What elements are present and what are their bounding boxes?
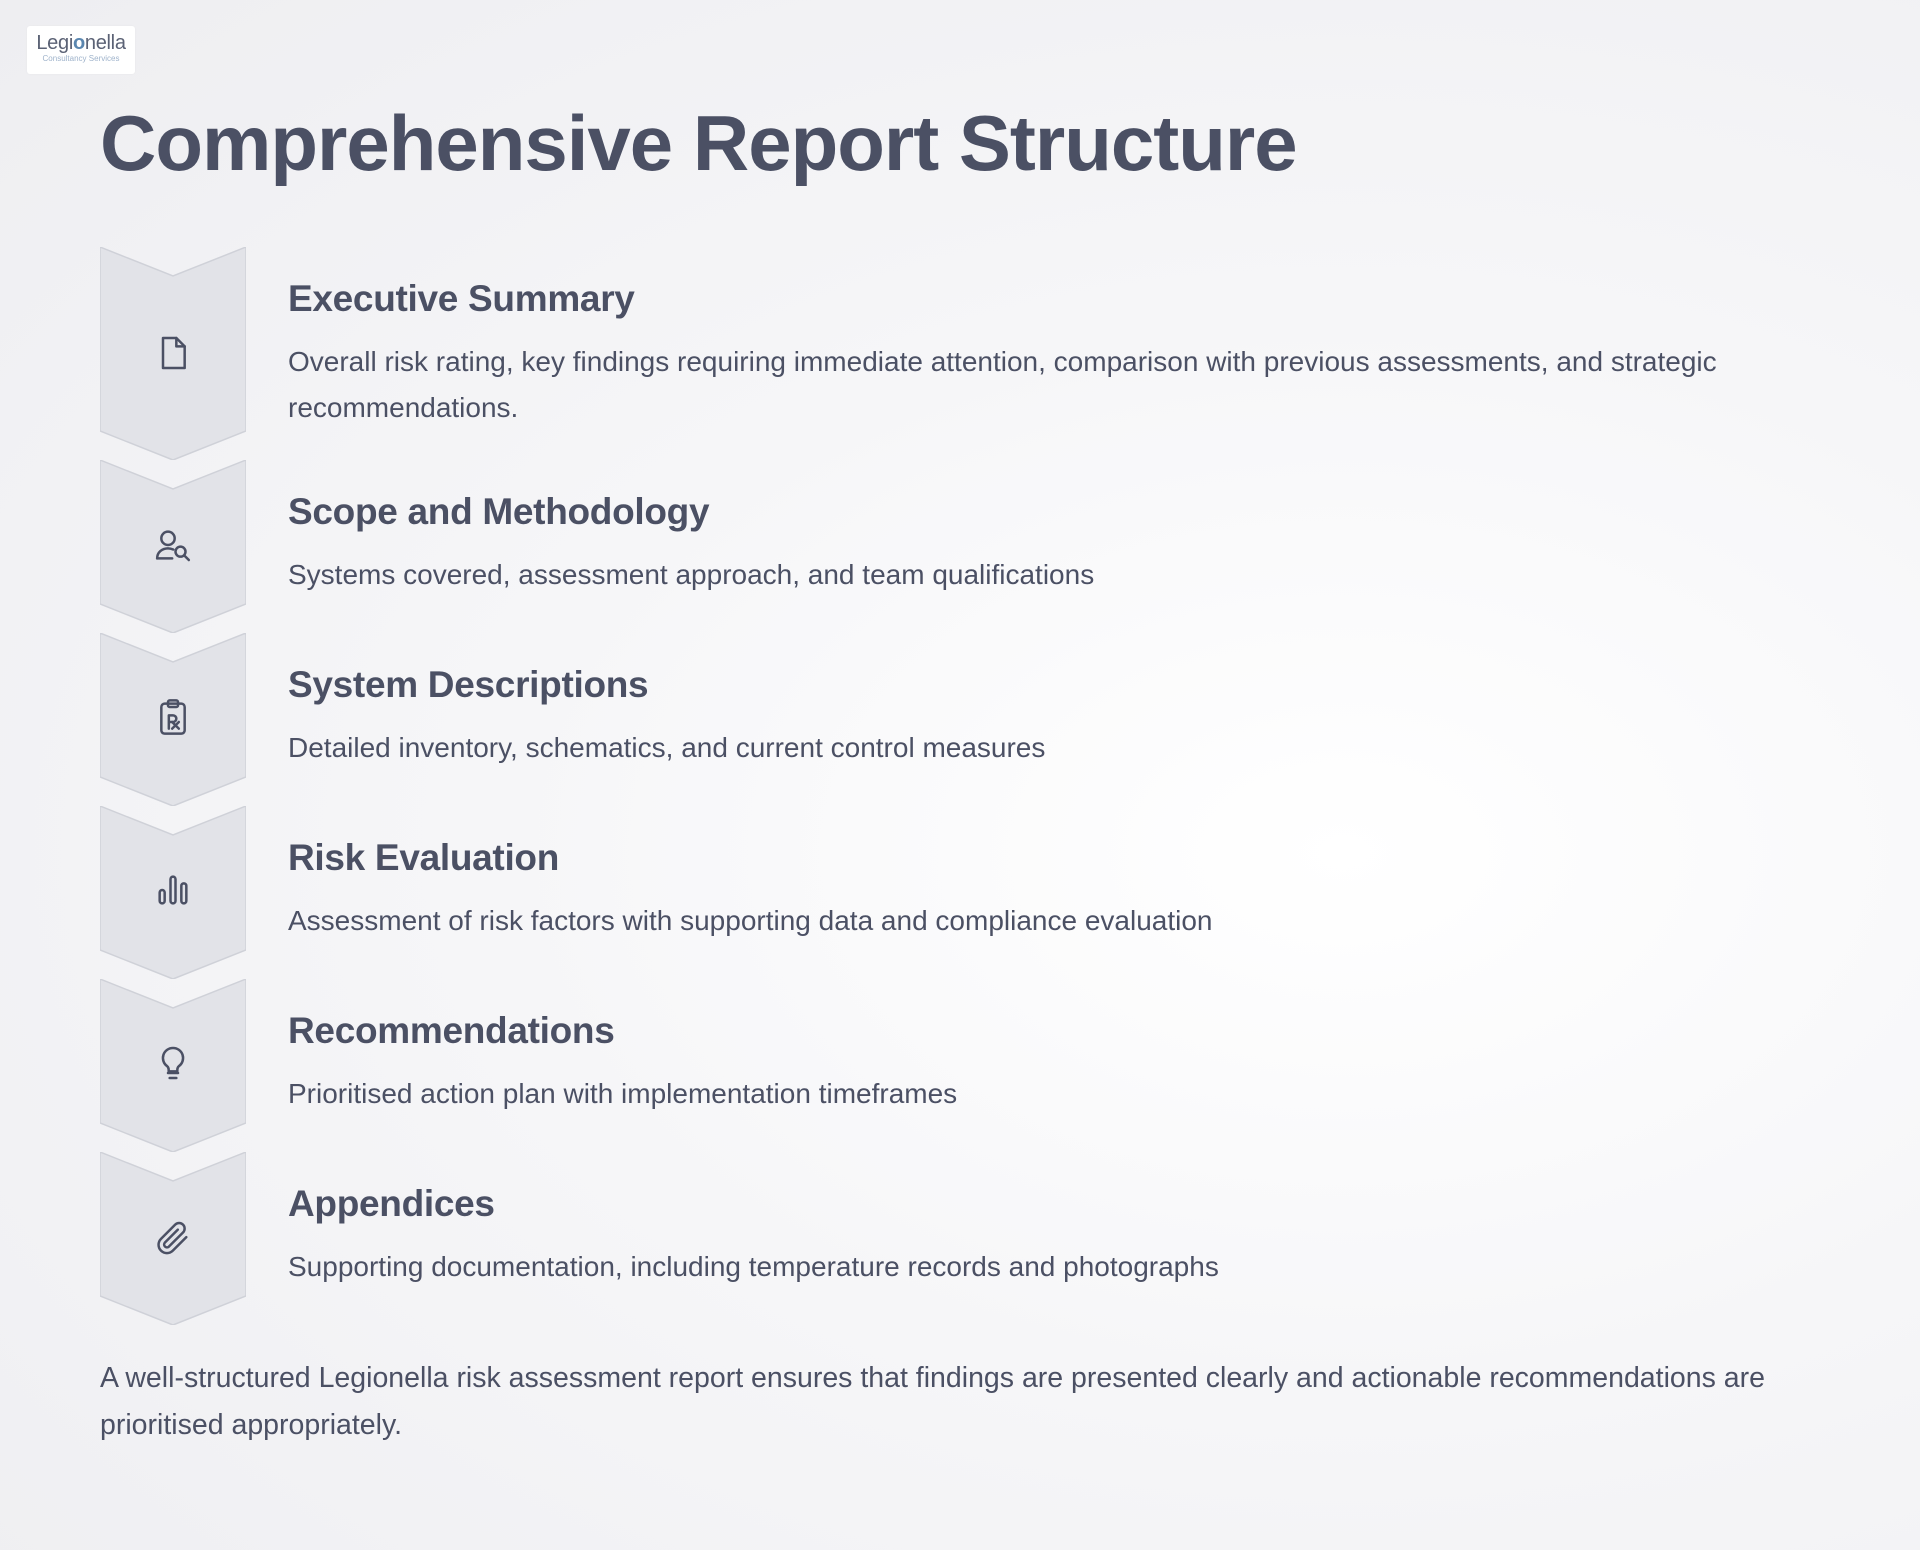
company-logo bbox=[27, 26, 135, 74]
step-title: Recommendations bbox=[288, 1010, 615, 1051]
step-title: System Descriptions bbox=[288, 664, 649, 705]
step-description: Assessment of risk factors with supporting data and compliance evaluation bbox=[288, 905, 1213, 936]
step-description: Supporting documentation, including temperature records and photographs bbox=[288, 1251, 1219, 1282]
step-title: Appendices bbox=[288, 1183, 495, 1224]
step-title: Risk Evaluation bbox=[288, 837, 560, 878]
step-description: Systems covered, assessment approach, and team qualifications bbox=[288, 559, 1095, 590]
step-title: Executive Summary bbox=[288, 278, 635, 319]
step-description: Overall risk rating, key findings requiring immediate attention, comparison with previous assessments, and strategic recommendations. bbox=[288, 346, 1717, 423]
paperclip-icon bbox=[153, 1218, 193, 1258]
clipboard-rx-icon bbox=[153, 697, 193, 737]
document-icon bbox=[153, 333, 193, 373]
bar-chart-icon bbox=[153, 870, 193, 910]
step-title: Scope and Methodology bbox=[288, 491, 710, 532]
step-description: Prioritised action plan with implementation timeframes bbox=[288, 1078, 958, 1109]
logo-name: Legionella bbox=[36, 32, 126, 54]
logo-subtitle: Consultancy Services bbox=[42, 54, 120, 63]
step-description: Detailed inventory, schematics, and current control measures bbox=[288, 732, 1046, 763]
page-title: Comprehensive Report Structure bbox=[100, 99, 1297, 187]
footer-summary-text: A well-structured Legionella risk assessment report ensures that findings are presented clearly and actionable recommendations are prioritised appropriately. bbox=[100, 1362, 1765, 1441]
lightbulb-icon bbox=[153, 1043, 193, 1083]
user-search-icon bbox=[153, 525, 193, 565]
